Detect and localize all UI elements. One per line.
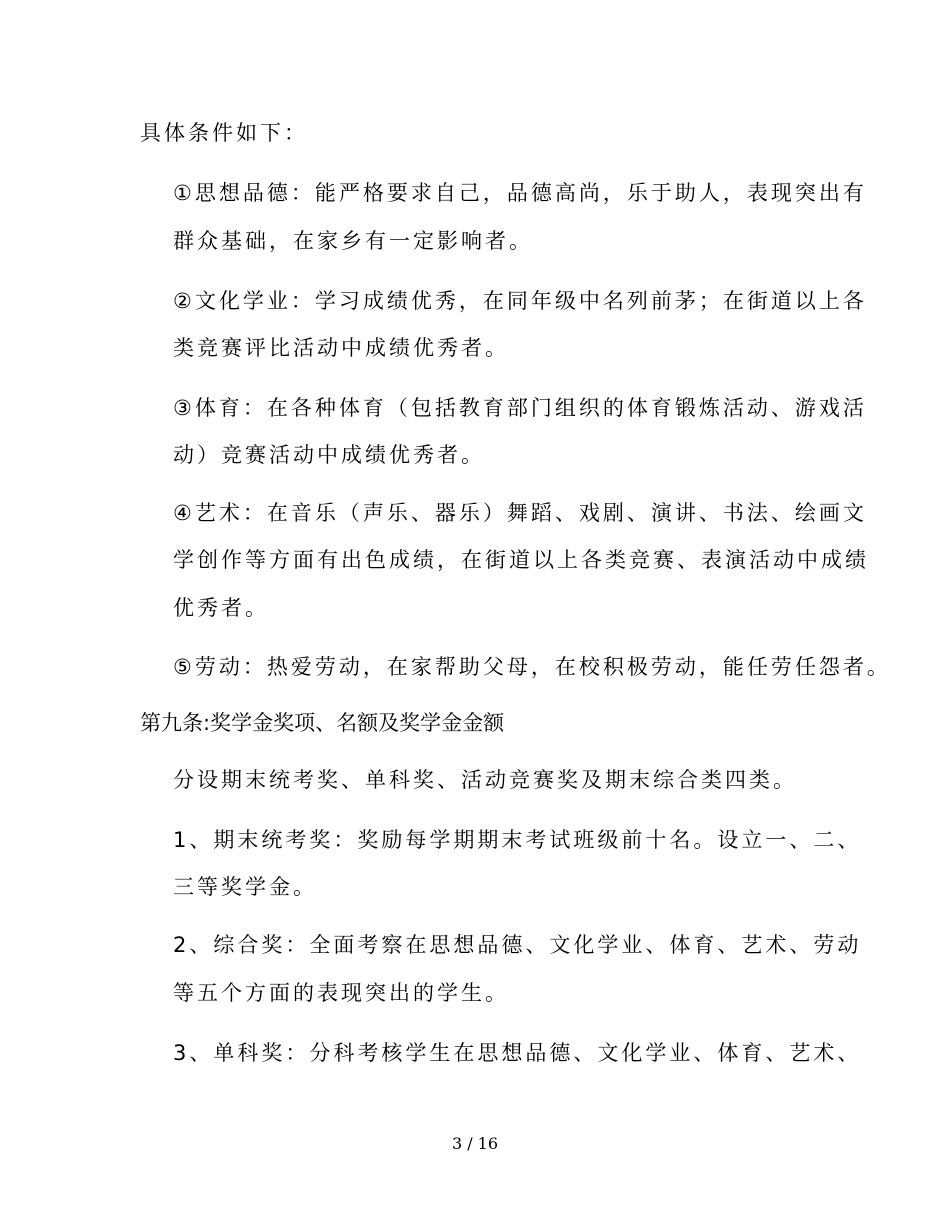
- award-1-line-2: 三等奖学金。: [173, 875, 317, 899]
- condition-1-line-2: 群众基础，在家乡有一定影响者。: [173, 229, 533, 253]
- award-3-line-1: 3、单科奖：分科考核学生在思想品德、文化学业、体育、艺术、: [173, 1041, 862, 1065]
- award-2-line-1: 2、综合奖：全面考察在思想品德、文化学业、体育、艺术、劳动: [173, 933, 862, 957]
- condition-4-line-3: 优秀者。: [173, 596, 269, 620]
- award-2-line-2: 等五个方面的表现突出的学生。: [173, 981, 509, 1005]
- award-1-line-1: 1、期末统考奖：奖励每学期期末考试班级前十名。设立一、二、: [173, 828, 862, 852]
- condition-4-line-2: 学创作等方面有出色成绩，在街道以上各类竞赛、表演活动中成绩: [173, 548, 869, 572]
- condition-3-line-2: 动）竞赛活动中成绩优秀者。: [173, 443, 485, 467]
- condition-5-line-1: ⑤劳动：热爱劳动，在家帮助父母，在校积极劳动，能任劳任怨者。: [173, 655, 891, 679]
- page-number: 3 / 16: [451, 1134, 499, 1153]
- condition-4-line-1: ④艺术：在音乐（声乐、器乐）舞蹈、戏剧、演讲、书法、绘画文: [173, 501, 867, 525]
- article-9-intro: 分设期末统考奖、单科奖、活动竞赛奖及期末综合类四类。: [173, 768, 797, 792]
- condition-2-line-1: ②文化学业：学习成绩优秀，在同年级中名列前茅；在街道以上各: [173, 289, 867, 313]
- condition-1-line-1: ①思想品德：能严格要求自己，品德高尚，乐于助人，表现突出有: [173, 181, 867, 205]
- intro-text: 具体条件如下：: [140, 121, 308, 145]
- article-9-title: 第九条:奖学金奖项、名额及奖学金金额: [140, 711, 505, 735]
- condition-3-line-1: ③体育：在各种体育（包括教育部门组织的体育锻炼活动、游戏活: [173, 396, 867, 420]
- condition-2-line-2: 类竞赛评比活动中成绩优秀者。: [173, 336, 509, 360]
